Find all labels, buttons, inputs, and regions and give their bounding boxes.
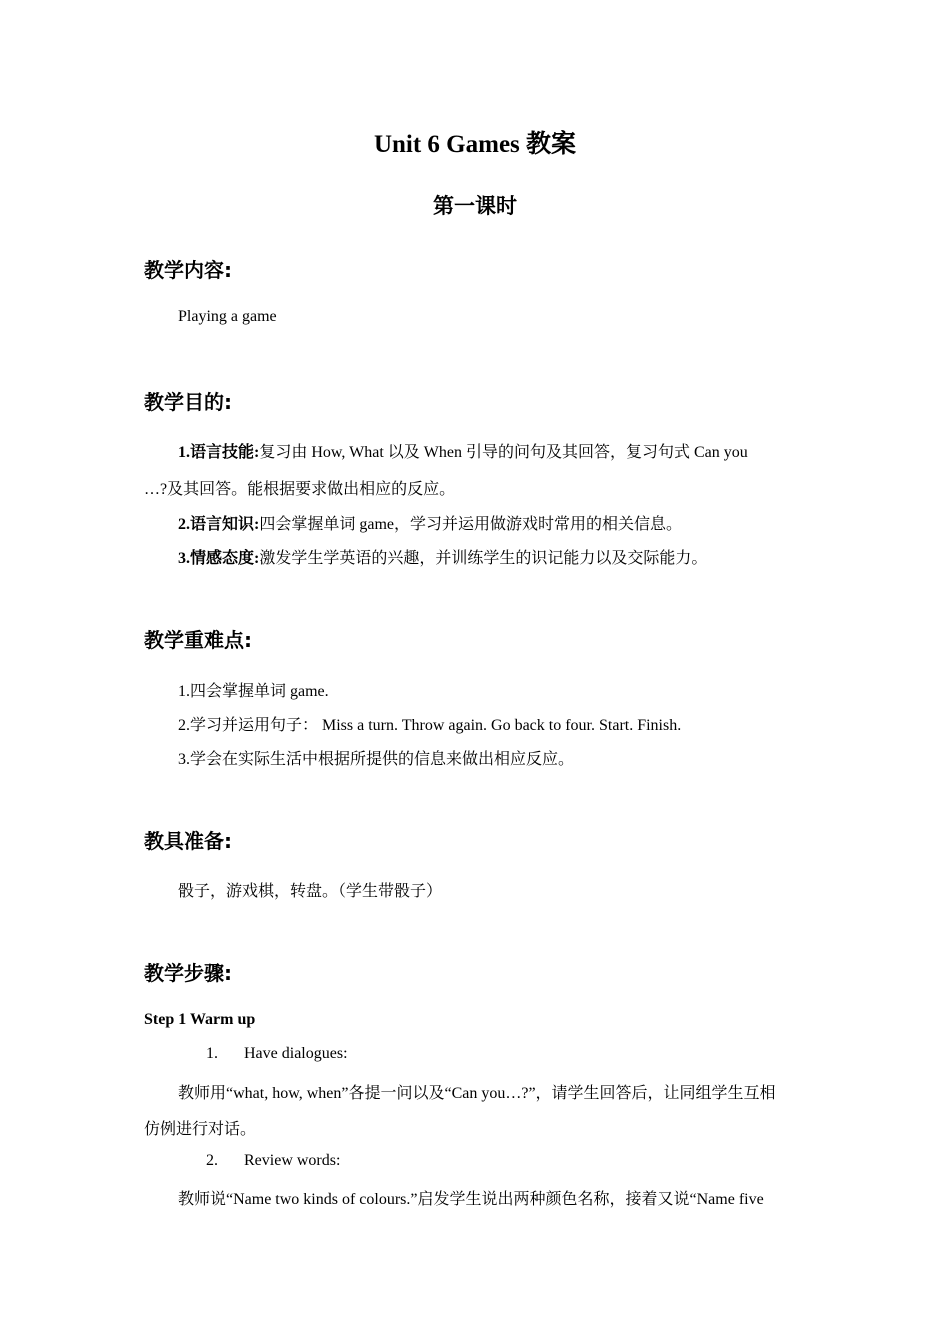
section-heading-goals: 教学目的: (144, 390, 232, 414)
content-text: Playing a game (178, 308, 277, 325)
step-title: Step 1 Warm up (144, 1011, 256, 1028)
page-subtitle: 第一课时 (433, 194, 517, 218)
goal-text: 四会掌握单词 game，学习并运用做游戏时常用的相关信息。 (259, 516, 682, 533)
goal-label: 3.情感态度: (178, 550, 260, 567)
goal-text: 激发学生学英语的兴趣，并训练学生的识记能力以及交际能力。 (259, 550, 708, 567)
goal-item-continuation: …?及其回答。能根据要求做出相应的反应。 (144, 481, 456, 498)
materials-text: 骰子，游戏棋，转盘。（学生带骰子） (178, 883, 443, 900)
sub-step-title: Have dialogues: (244, 1045, 348, 1062)
sub-step-title: Review words: (244, 1152, 341, 1169)
sub-step-text-continuation: 仿例进行对话。 (144, 1121, 257, 1138)
section-heading-materials: 教具准备: (144, 829, 232, 853)
keypoint-item: 3.学会在实际生活中根据所提供的信息来做出相应反应。 (178, 751, 575, 768)
goal-item (178, 545, 707, 568)
goal-text: 复习由 How, What 以及 When 引导的问句及其回答，复习句式 Can you (259, 444, 748, 461)
goal-label: 2.语言知识: (178, 516, 260, 533)
keypoint-item: 1.四会掌握单词 game. (178, 683, 329, 700)
section-heading-keypoints: 教学重难点: (144, 628, 252, 652)
goal-item (178, 439, 748, 462)
sub-step-number: 1. (206, 1045, 218, 1062)
goal-item (178, 511, 682, 534)
sub-step-number: 2. (206, 1152, 218, 1169)
sub-step-text: 教师用“what, how, when”各提一问以及“Can you…?”，请学生回答后，让同组学生互相 (178, 1085, 776, 1102)
section-heading-content: 教学内容: (144, 258, 232, 282)
section-heading-steps: 教学步骤: (144, 961, 232, 985)
sub-step-text: 教师说“Name two kinds of colours.”启发学生说出两种颜色名称，接着又说“Name five (178, 1191, 764, 1208)
keypoint-item: 2.学习并运用句子： Miss a turn. Throw again. Go back to four. Start. Finish. (178, 717, 682, 734)
page-title: Unit 6 Games 教案 (373, 131, 577, 158)
goal-label: 1.语言技能: (178, 444, 260, 461)
